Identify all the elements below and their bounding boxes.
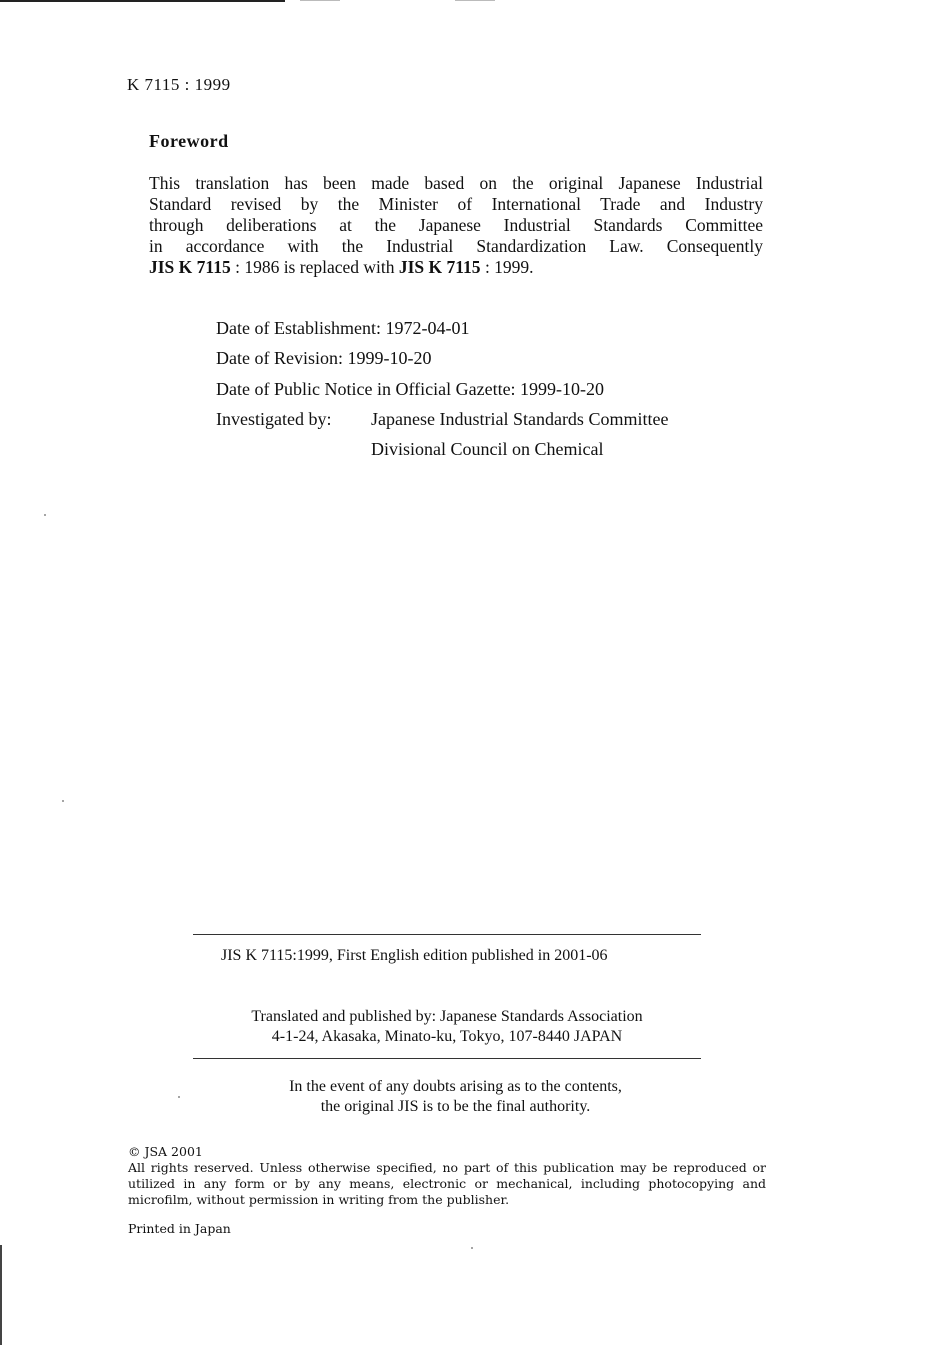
foreword-last-line [149,257,769,278]
date-of-revision: Date of Revision: 1999-10-20 [216,348,432,368]
translated-by: Translated and published by: Japanese Standards Association [251,1008,643,1025]
foreword-title: Foreword [149,131,229,151]
authority-note-line2: the original JIS is to be the final authority. [320,1098,591,1115]
investigated-by-council: Divisional Council on Chemical [371,439,604,459]
foreword-text: : 1999. [480,257,534,277]
printed-in: Printed in Japan [128,1221,231,1236]
authority-note-line1: In the event of any doubts arising as to the contents, [289,1078,622,1095]
copyright-line: All rights reserved. Unless otherwise specified, no part of this publication may be reproduced or [128,1160,766,1175]
top-edge-rule [0,0,285,2]
jis-reference-old: JIS K 7115 [149,257,231,277]
investigated-by-committee: Japanese Industrial Standards Committee [371,409,669,429]
date-of-establishment: Date of Establishment: 1972-04-01 [216,318,470,338]
copyright-block [128,1144,766,1208]
foreword-line: This translation has been made based on the original Japanese Industrial [149,173,763,193]
scan-speck [471,1247,473,1249]
date-of-public-notice: Date of Public Notice in Official Gazette: 1999-10-20 [216,379,605,399]
jis-reference-new: JIS K 7115 [398,257,481,277]
copyright-line: utilized in any form or by any means, electronic or mechanical, including photocopying and [128,1176,766,1191]
divider-rule [193,934,701,935]
foreword-line: through deliberations at the Japanese Industrial Standards Committee [149,215,763,235]
foreword-line: in accordance with the Industrial Standardization Law. Consequently [149,236,763,256]
scan-speck [178,1096,180,1098]
investigated-by-label: Investigated by: [216,409,332,429]
foreword-paragraph [149,173,769,278]
foreword-text: : 1986 is replaced with [230,257,399,277]
publisher-address: 4-1-24, Akasaka, Minato-ku, Tokyo, 107-8440 JAPAN [271,1028,623,1045]
left-edge-mark [0,1245,2,1345]
foreword-line: Standard revised by the Minister of International Trade and Industry [149,194,763,214]
standard-number: K 7115 : 1999 [127,75,231,94]
copyright-holder: © JSA 2001 [128,1144,203,1159]
scan-speck [44,514,46,516]
copyright-line: microfilm, without permission in writing from the publisher. [128,1192,510,1207]
top-edge-mark [455,0,495,1]
divider-rule [193,1058,701,1059]
edition-info: JIS K 7115:1999, First English edition published in 2001-06 [221,947,608,964]
scan-speck [62,800,64,802]
top-edge-mark [300,0,340,1]
